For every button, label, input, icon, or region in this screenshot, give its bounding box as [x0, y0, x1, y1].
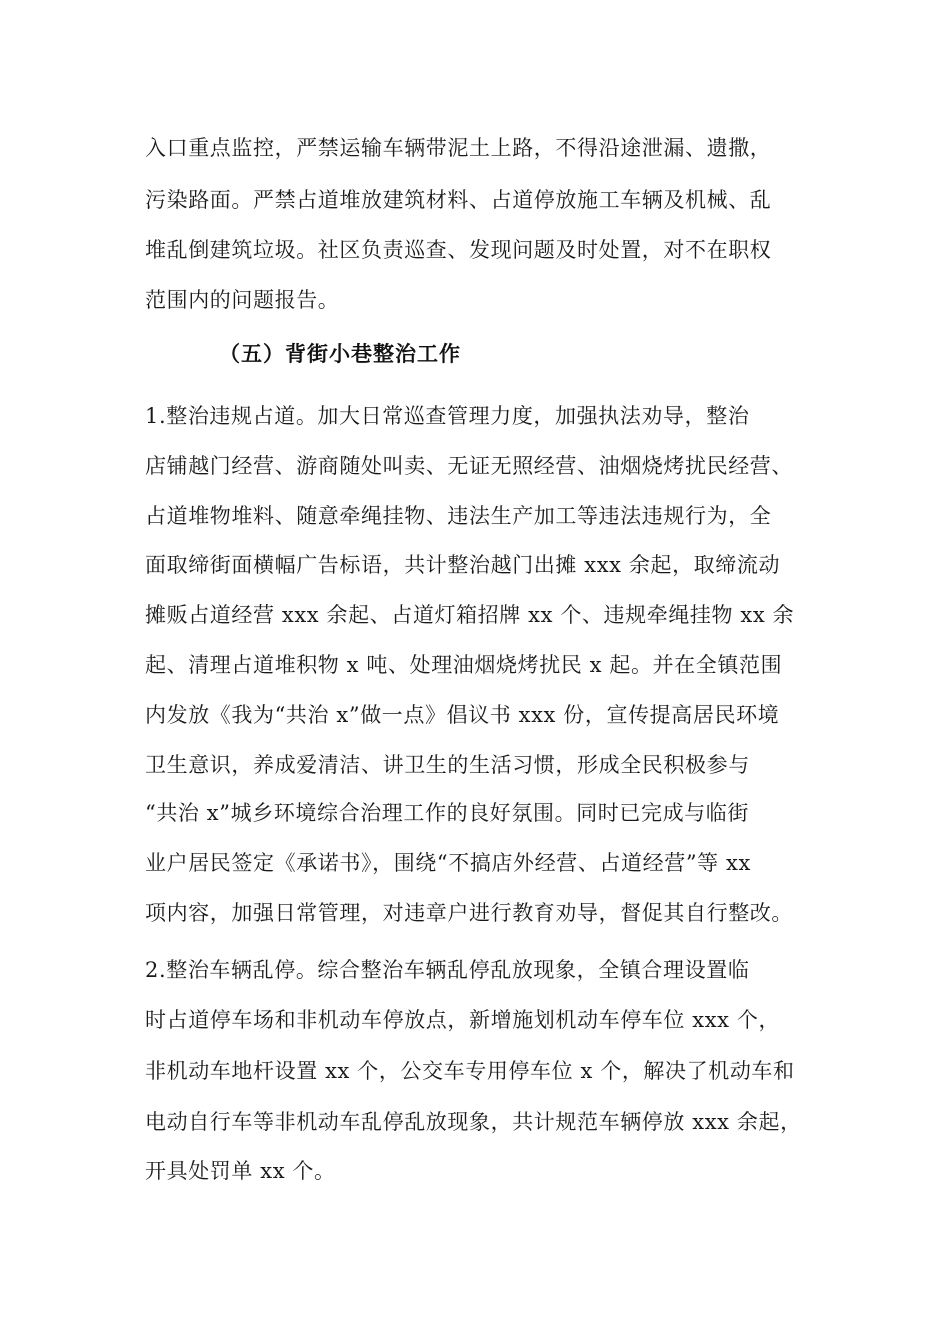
- paragraph-1-line: 店铺越门经营、游商随处叫卖、无证无照经营、油烟烧烤扰民经营、: [145, 454, 793, 478]
- intro-line: 污染路面。严禁占道堆放建筑材料、占道停放施工车辆及机械、乱: [145, 188, 772, 212]
- intro-line: 堆乱倒建筑垃圾。社区负责巡查、发现问题及时处置，对不在职权: [145, 238, 772, 262]
- paragraph-1-line: 业户居民签定《承诺书》，围绕“不搞店外经营、占道经营”等 xx: [145, 851, 751, 875]
- intro-line: 入口重点监控，严禁运输车辆带泥土上路，不得沿途泄漏、遗撒，: [145, 136, 772, 160]
- paragraph-1-line: 1.整治违规占道。加大日常巡查管理力度，加强执法劝导，整治: [145, 404, 750, 428]
- paragraph-2-line: 电动自行车等非机动车乱停乱放现象，共计规范车辆停放 xxx 余起，: [145, 1110, 802, 1134]
- intro-line: 范围内的问题报告。: [145, 288, 340, 312]
- paragraph-1-line: 摊贩占道经营 xxx 余起、占道灯箱招牌 xx 个、违规牵绳挂物 xx 余: [145, 603, 795, 627]
- paragraph-1-line: 内发放《我为“共治 x”做一点》倡议书 xxx 份，宣传提高居民环境: [145, 703, 780, 727]
- paragraph-1-line: 卫生意识，养成爱清洁、讲卫生的生活习惯，形成全民积极参与: [145, 753, 750, 777]
- paragraph-2-line: 非机动车地杆设置 xx 个，公交车专用停车位 x 个，解决了机动车和: [145, 1059, 795, 1083]
- paragraph-2-line: 2.整治车辆乱停。综合整治车辆乱停乱放现象，全镇合理设置临: [145, 958, 750, 982]
- paragraph-2-line: 开具处罚单 xx 个。: [145, 1159, 336, 1183]
- paragraph-1-line: 起、清理占道堆积物 x 吨、处理油烟烧烤扰民 x 起。并在全镇范围: [145, 653, 783, 677]
- paragraph-2-line: 时占道停车场和非机动车停放点，新增施划机动车停车位 xxx 个，: [145, 1008, 781, 1032]
- paragraph-1-line: 面取缔街面横幅广告标语，共计整治越门出摊 xxx 余起，取缔流动: [145, 553, 781, 577]
- paragraph-1-line: “共治 x”城乡环境综合治理工作的良好氛围。同时已完成与临街: [145, 801, 749, 825]
- paragraph-1-line: 项内容，加强日常管理，对违章户进行教育劝导，督促其自行整改。: [145, 901, 793, 925]
- section-heading: （五）背街小巷整治工作: [219, 342, 461, 366]
- paragraph-1-line: 占道堆物堆料、随意牵绳挂物、违法生产加工等违法违规行为，全: [145, 504, 772, 528]
